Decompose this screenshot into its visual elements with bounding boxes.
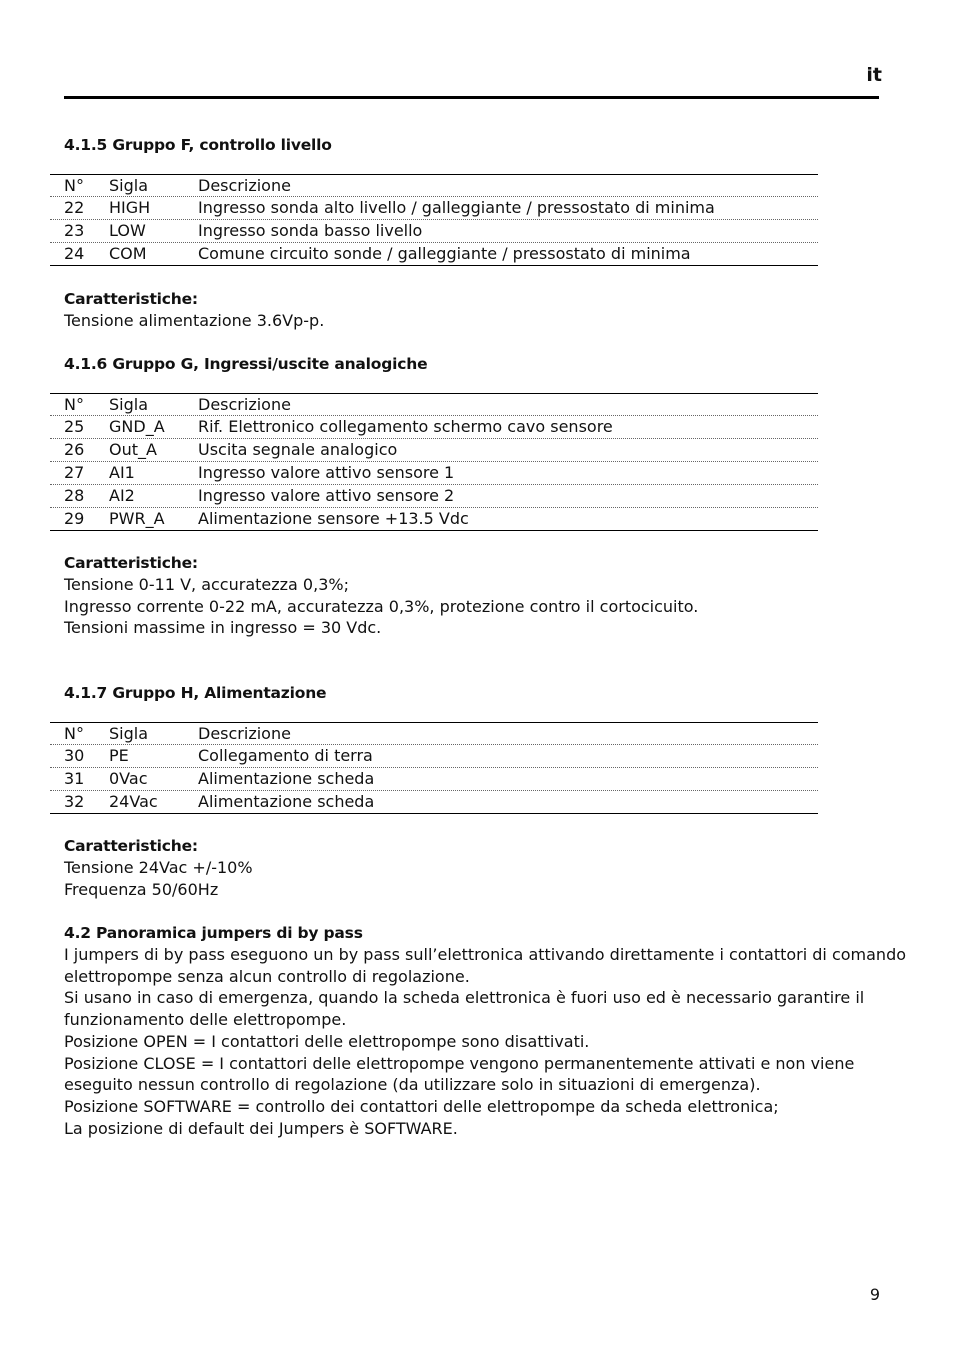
col-desc-header: Descrizione xyxy=(198,724,291,743)
cell-desc: Alimentazione scheda xyxy=(198,792,375,811)
page-number: 9 xyxy=(869,1285,880,1304)
cell-desc: Uscita segnale analogico xyxy=(198,440,398,459)
cell-desc: Collegamento di terra xyxy=(198,746,373,765)
cell-sigla: GND_A xyxy=(109,417,165,436)
section-h-char-title: Caratteristiche: xyxy=(64,837,198,855)
header-rule xyxy=(64,96,879,99)
section-h-title: 4.1.7 Gruppo H, Alimentazione xyxy=(64,684,327,702)
table-row xyxy=(50,220,818,243)
cell-num: 30 xyxy=(64,746,85,765)
section-f-title: 4.1.5 Gruppo F, controllo livello xyxy=(64,136,332,154)
table-row xyxy=(50,745,818,768)
cell-sigla: LOW xyxy=(109,221,146,240)
cell-sigla: COM xyxy=(109,244,147,263)
table-group-h xyxy=(50,722,818,814)
cell-num: 28 xyxy=(64,486,85,505)
text-line: eseguito nessun controllo di regolazione (da utilizzare solo in situazioni di emergenza). xyxy=(64,1075,761,1095)
col-desc-header: Descrizione xyxy=(198,176,291,195)
cell-num: 23 xyxy=(64,221,85,240)
text-line: Tensione 24Vac +/-10% xyxy=(64,858,253,877)
section-g-char-title: Caratteristiche: xyxy=(64,554,198,572)
text-line: elettropompe senza alcun controllo di regolazione. xyxy=(64,966,470,986)
section-jumpers-title: 4.2 Panoramica jumpers di by pass xyxy=(64,924,363,942)
table-group-f xyxy=(50,174,818,266)
col-num-header: N° xyxy=(64,176,84,195)
language-marker: it xyxy=(866,64,882,86)
table-row xyxy=(50,197,818,220)
text-line: Si usano in caso di emergenza, quando la scheda elettronica è fuori uso ed è necessario garantire il xyxy=(64,988,865,1008)
table-group-g xyxy=(50,393,818,531)
cell-desc: Comune circuito sonde / galleggiante / pressostato di minima xyxy=(198,244,691,263)
section-jumpers-text xyxy=(64,944,907,1139)
cell-num: 22 xyxy=(64,198,85,217)
table-header-row xyxy=(50,722,818,745)
section-g-title: 4.1.6 Gruppo G, Ingressi/uscite analogiche xyxy=(64,355,428,373)
cell-sigla: AI1 xyxy=(109,463,135,482)
cell-sigla: 0Vac xyxy=(109,769,148,788)
cell-num: 25 xyxy=(64,417,85,436)
cell-desc: Ingresso valore attivo sensore 2 xyxy=(198,486,455,505)
cell-num: 26 xyxy=(64,440,85,459)
cell-desc: Rif. Elettronico collegamento schermo cavo sensore xyxy=(198,417,613,436)
cell-sigla: AI2 xyxy=(109,486,135,505)
text-line: I jumpers di by pass eseguono un by pass sull’elettronica attivando direttamente i contattori di comando xyxy=(64,945,907,964)
section-h-char-text xyxy=(64,857,884,900)
table-row xyxy=(50,768,818,791)
cell-desc: Alimentazione scheda xyxy=(198,769,375,788)
table-row xyxy=(50,439,818,462)
col-sigla-header: Sigla xyxy=(109,176,149,195)
cell-sigla: PE xyxy=(109,746,129,765)
text-line: Tensione 0-11 V, accuratezza 0,3%; xyxy=(64,575,349,594)
cell-num: 27 xyxy=(64,463,85,482)
text-line: Frequenza 50/60Hz xyxy=(64,879,219,899)
table-row xyxy=(50,508,818,531)
section-f-char-text xyxy=(64,310,884,332)
text-line: Posizione SOFTWARE = controllo dei contattori delle elettropompe da scheda elettronica; xyxy=(64,1096,779,1116)
table-header-row xyxy=(50,174,818,197)
col-sigla-header: Sigla xyxy=(109,724,149,743)
cell-desc: Alimentazione sensore +13.5 Vdc xyxy=(198,509,469,528)
cell-desc: Ingresso sonda alto livello / galleggiante / pressostato di minima xyxy=(198,198,715,217)
text-line: funzionamento delle elettropompe. xyxy=(64,1010,347,1030)
text-line: Ingresso corrente 0-22 mA, accuratezza 0,3%, protezione contro il cortocicuito. xyxy=(64,596,699,616)
section-g-char-text xyxy=(64,574,884,639)
cell-num: 24 xyxy=(64,244,85,263)
text-line: La posizione di default dei Jumpers è SOFTWARE. xyxy=(64,1118,458,1138)
cell-num: 31 xyxy=(64,769,85,788)
col-num-header: N° xyxy=(64,395,84,414)
cell-sigla: PWR_A xyxy=(109,509,165,528)
table-row xyxy=(50,243,818,266)
cell-num: 29 xyxy=(64,509,85,528)
cell-sigla: HIGH xyxy=(109,198,151,217)
cell-num: 32 xyxy=(64,792,85,811)
text-line: Tensioni massime in ingresso = 30 Vdc. xyxy=(64,618,382,638)
table-header-row xyxy=(50,393,818,416)
col-num-header: N° xyxy=(64,724,84,743)
text-line: Tensione alimentazione 3.6Vp-p. xyxy=(64,311,325,330)
text-line: Posizione CLOSE = I contattori delle elettropompe vengono permanentemente attivati e non viene xyxy=(64,1053,855,1073)
cell-sigla: Out_A xyxy=(109,440,157,459)
table-row xyxy=(50,462,818,485)
table-row xyxy=(50,485,818,508)
col-desc-header: Descrizione xyxy=(198,395,291,414)
cell-sigla: 24Vac xyxy=(109,792,158,811)
cell-desc: Ingresso sonda basso livello xyxy=(198,221,423,240)
section-f-char-title: Caratteristiche: xyxy=(64,290,198,308)
col-sigla-header: Sigla xyxy=(109,395,149,414)
cell-desc: Ingresso valore attivo sensore 1 xyxy=(198,463,455,482)
table-row xyxy=(50,416,818,439)
text-line: Posizione OPEN = I contattori delle elettropompe sono disattivati. xyxy=(64,1031,590,1051)
table-row xyxy=(50,791,818,814)
